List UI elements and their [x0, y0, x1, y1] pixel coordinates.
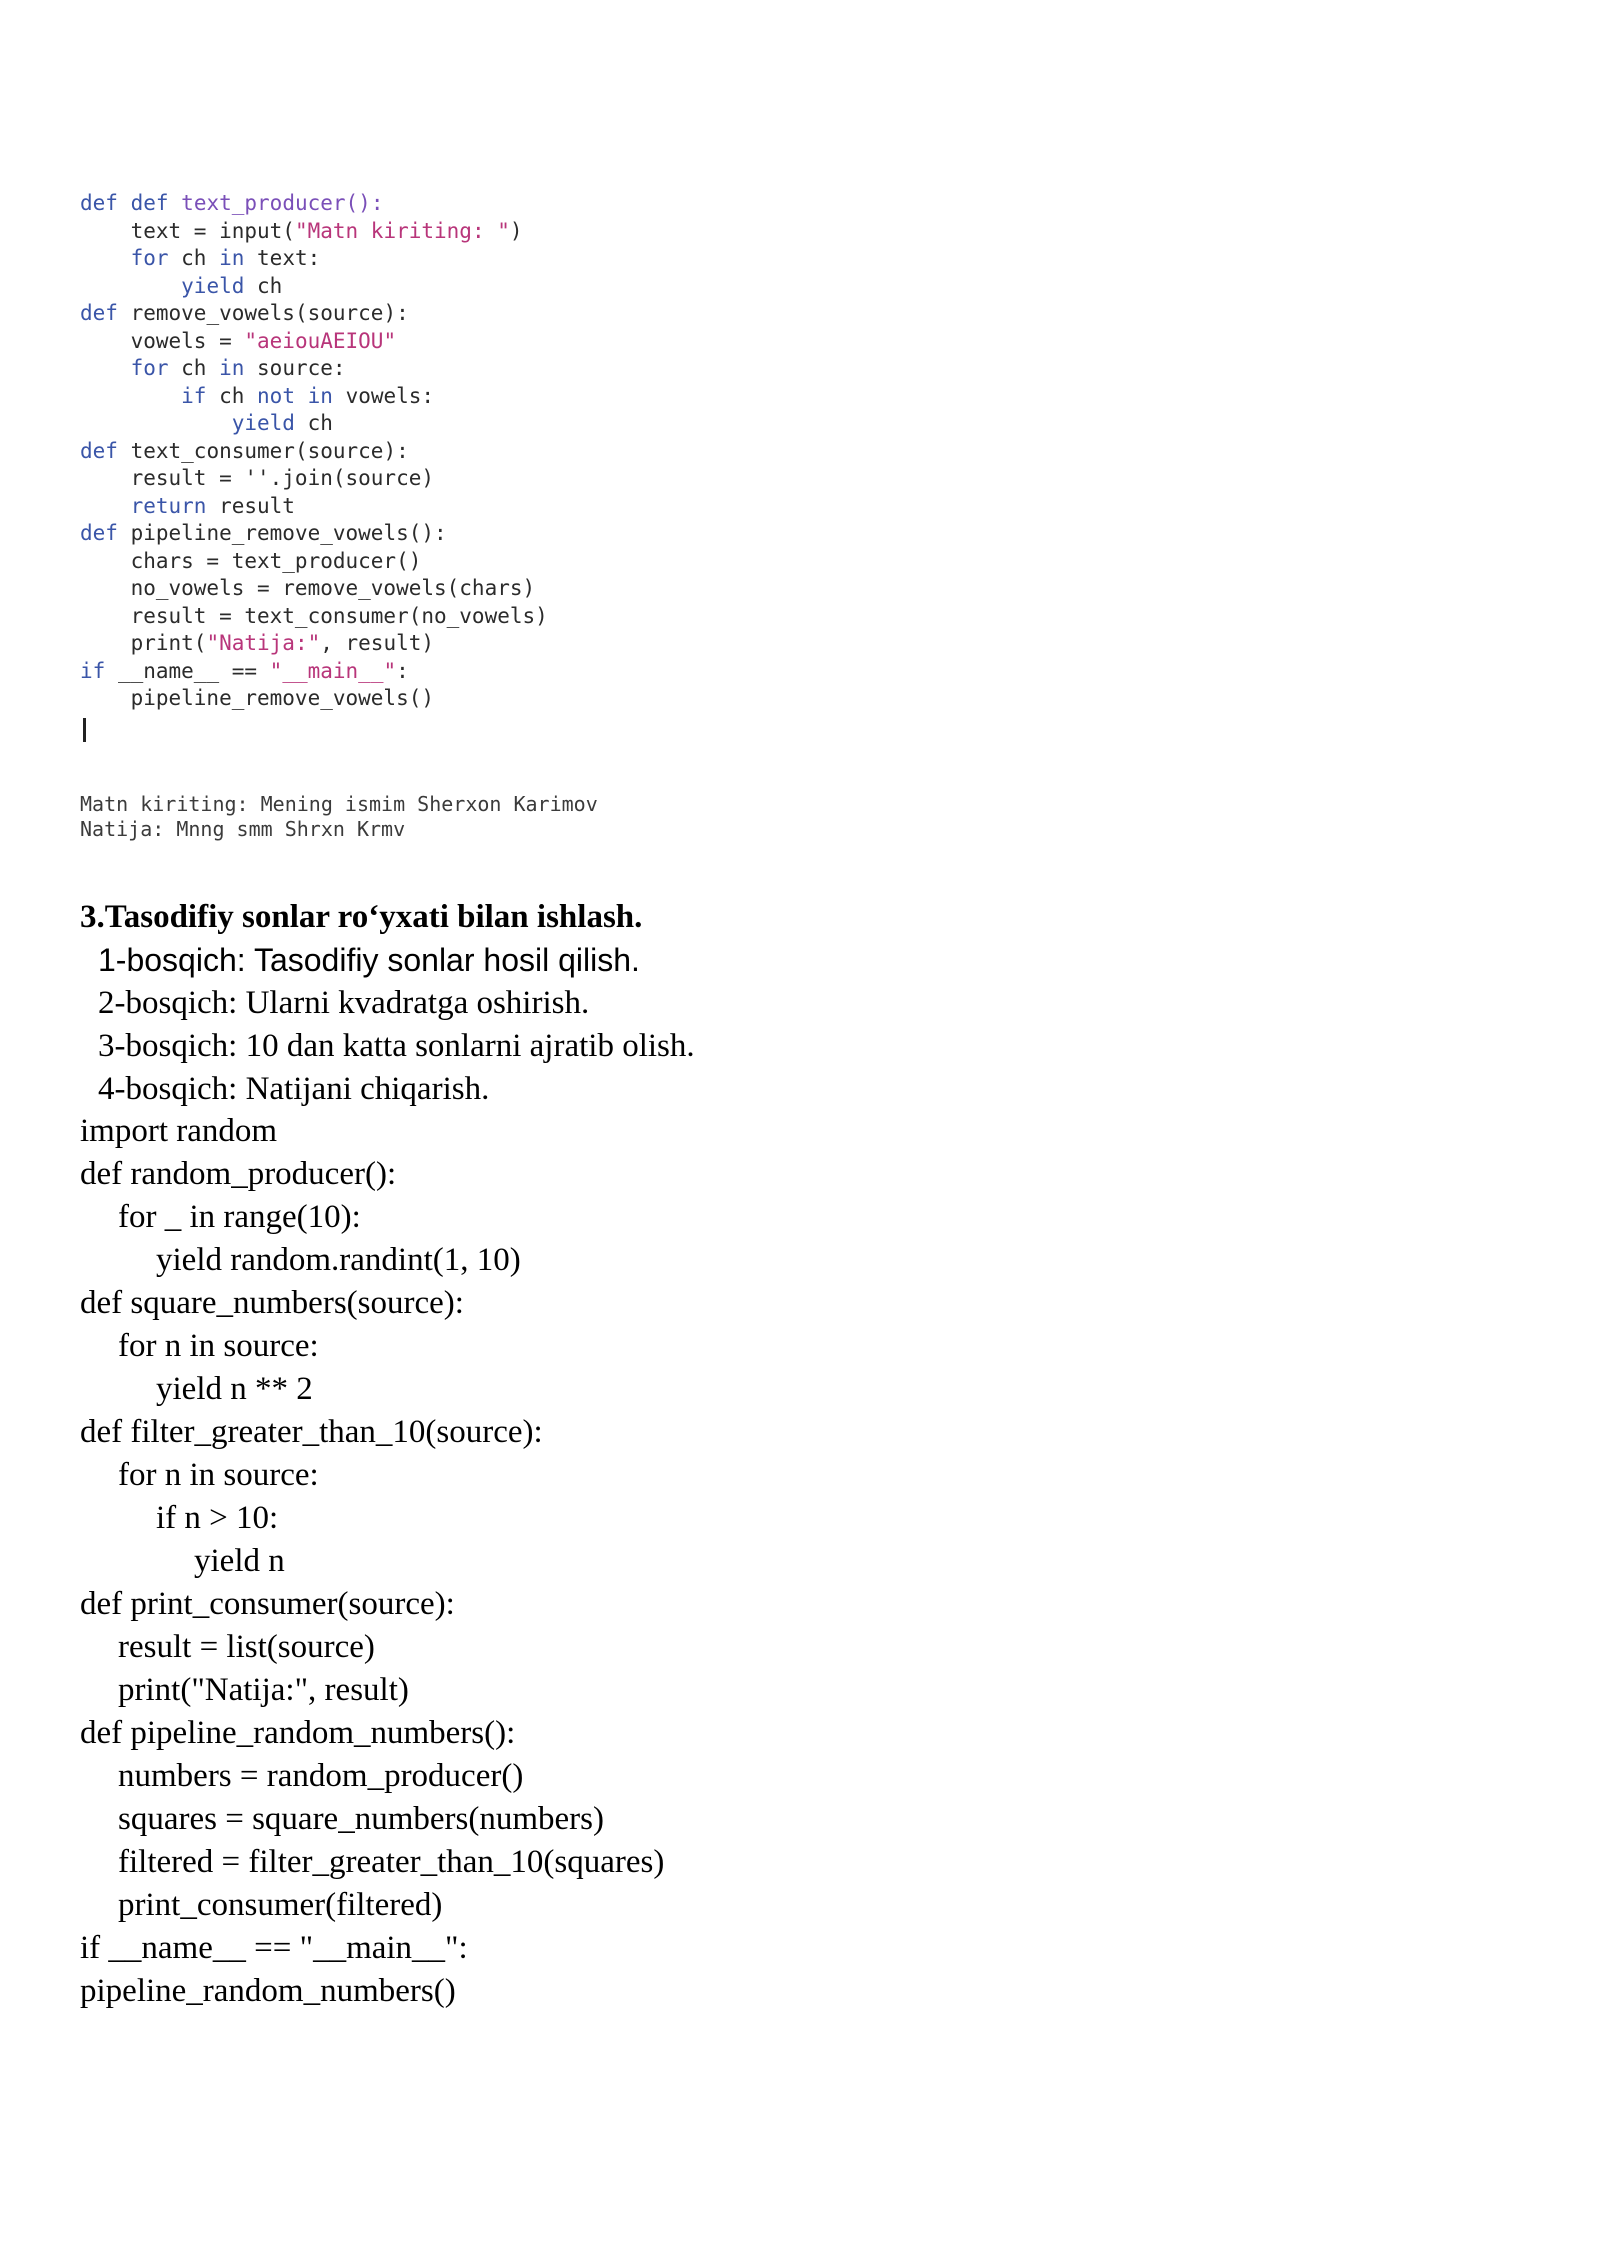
code-text	[80, 1110, 664, 2013]
step-item: 3-bosqich: 10 dan katta sonlarni ajratib olish.	[98, 1028, 695, 1064]
code-line: if n > 10:	[156, 1500, 279, 1536]
code-line: result = ''.join(source)	[80, 466, 435, 490]
code-line: for ch in text:	[130, 246, 321, 270]
code-line: squares = square_numbers(numbers)	[118, 1801, 604, 1837]
output-line-result: Natija: Mnng smm Shrxn Krmv	[80, 817, 406, 841]
code-line: yield n	[194, 1543, 285, 1579]
code-line: if __name__ == "__main__":	[80, 1930, 468, 1966]
code-line: def random_producer():	[80, 1156, 397, 1192]
code-line: if __name__ == "__main__":	[80, 658, 409, 683]
step-item: 4-bosqich: Natijani chiqarish.	[98, 1071, 490, 1107]
code-line: import random	[80, 1113, 278, 1149]
code-line: def remove_vowels(source):	[80, 301, 409, 325]
section-heading: 3.Tasodifiy sonlar ro‘yxati bilan ishlash.	[80, 899, 643, 935]
code-line: numbers = random_producer()	[118, 1758, 524, 1794]
code-line: for ch in source:	[130, 356, 346, 380]
code-line: def filter_greater_than_10(source):	[80, 1414, 543, 1450]
code-line: def text_consumer(source):	[80, 438, 409, 463]
code-line: chars = text_producer()	[80, 548, 422, 573]
code-line: yield n ** 2	[156, 1371, 313, 1407]
code-line: text = input("Matn kiriting: ")	[80, 218, 523, 243]
task-section	[80, 896, 1480, 1111]
code-line: def pipeline_random_numbers():	[80, 1715, 516, 1751]
code-line: result = list(source)	[118, 1629, 375, 1665]
code-line: def print_consumer(source):	[80, 1586, 455, 1622]
code-line: def pipeline_remove_vowels():	[80, 521, 447, 545]
code-line: print("Natija:", result)	[118, 1672, 409, 1708]
code-line: def square_numbers(source):	[80, 1285, 464, 1321]
code-block	[80, 190, 820, 713]
code-line: yield ch	[231, 411, 333, 435]
code-line: for n in source:	[118, 1457, 319, 1493]
code-line: no_vowels = remove_vowels(chars)	[80, 576, 536, 600]
step-item: 1-bosqich: Tasodifiy sonlar hosil qilish.	[98, 942, 640, 978]
code-line: pipeline_random_numbers()	[80, 1973, 456, 2009]
code-line: yield random.randint(1, 10)	[156, 1242, 521, 1278]
output-line-input: Matn kiriting: Mening ismim Sherxon Karimov	[80, 792, 598, 816]
text-cursor	[83, 718, 86, 742]
code-line: return result	[130, 493, 295, 518]
code-line: for n in source:	[118, 1328, 319, 1364]
code-line: print("Natija:", result)	[80, 631, 435, 655]
console-output	[80, 792, 598, 842]
code-screenshot	[80, 190, 820, 713]
code-line: print_consumer(filtered)	[118, 1887, 443, 1923]
code-line: def def text_producer():	[80, 191, 384, 215]
code-line: if ch not in vowels:	[181, 383, 435, 408]
code-line: filtered = filter_greater_than_10(squares)	[118, 1844, 665, 1880]
code-line: result = text_consumer(no_vowels)	[80, 603, 548, 628]
step-item: 2-bosqich: Ularni kvadratga oshirish.	[98, 985, 590, 1021]
code-line: for _ in range(10):	[118, 1199, 361, 1235]
code-line: pipeline_remove_vowels()	[80, 686, 435, 710]
code-line: yield ch	[181, 273, 283, 298]
code-line: vowels = "aeiouAEIOU"	[80, 328, 397, 353]
